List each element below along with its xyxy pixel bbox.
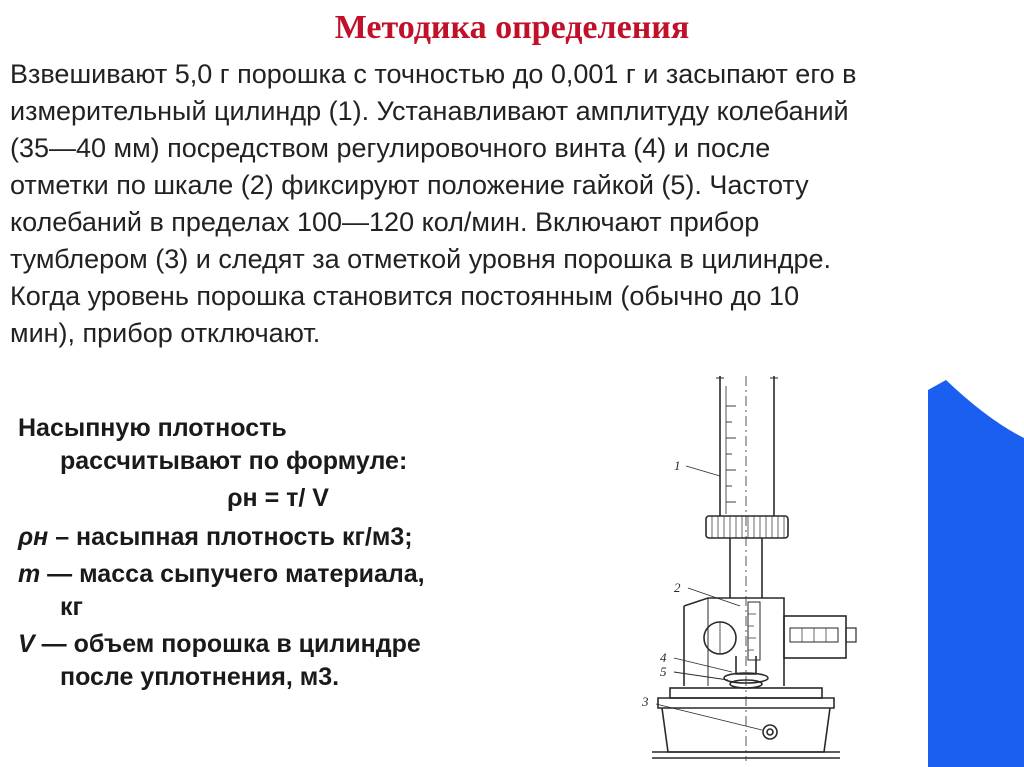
intro-line: Когда уровень порошка становится постоянным (обычно до 10 xyxy=(10,281,800,311)
blue-accent-fill xyxy=(928,380,1024,767)
formula-heading: Насыпную плотность xyxy=(18,414,287,442)
counter-box xyxy=(784,616,856,658)
tap-density-device-drawing xyxy=(612,366,874,766)
intro-line: Взвешивают 5,0 г порошка с точностью до 0,001 г и засыпают его в xyxy=(10,59,857,89)
diagram-label-3: 3 xyxy=(642,694,649,709)
device-body xyxy=(684,598,784,686)
definition-symbol: V xyxy=(18,630,35,658)
definition-mass xyxy=(18,558,538,624)
diagram-label-5: 5 xyxy=(660,664,667,679)
diagram-label-1: 1 xyxy=(674,458,681,473)
formula: ρн = т/ V xyxy=(227,484,329,512)
formula-heading-cont: рассчитывают по формуле: xyxy=(60,447,408,475)
definition-text-cont: после уплотнения, м3. xyxy=(60,663,340,691)
diagram-label-4: 4 xyxy=(660,650,667,665)
knurled-collar xyxy=(706,516,788,538)
intro-line: измерительный цилиндр (1). Устанавливают амплитуду колебаний xyxy=(10,96,849,126)
definition-symbol: ρн xyxy=(18,523,49,551)
intro-line: мин), прибор отключают. xyxy=(10,318,321,348)
intro-line: (35—40 мм) посредством регулировочного винта (4) и после xyxy=(10,133,771,163)
diagram-label-2: 2 xyxy=(674,580,681,595)
definition-volume xyxy=(18,628,538,694)
definition-symbol: т xyxy=(18,560,41,588)
definition-text: — масса сыпучего материала, xyxy=(40,560,425,588)
intro-line: отметки по шкале (2) фиксируют положение гайкой (5). Частоту xyxy=(10,170,809,200)
intro-line: колебаний в пределах 100—120 кол/мин. Включают прибор xyxy=(10,207,760,237)
definition-text: — объем порошка в цилиндре xyxy=(34,630,421,658)
definition-density xyxy=(18,521,538,554)
definition-text: – насыпная плотность кг/м3; xyxy=(48,523,413,551)
intro-line: тумблером (3) и следят за отметкой уровня порошка в цилиндре. xyxy=(10,244,831,274)
definition-text-cont: кг xyxy=(60,593,83,621)
intro-paragraph xyxy=(10,56,1010,352)
page-title: Методика определения xyxy=(334,9,690,46)
measuring-cylinder xyxy=(716,376,778,516)
blue-accent-shape xyxy=(928,380,1024,767)
formula-block xyxy=(18,412,538,694)
